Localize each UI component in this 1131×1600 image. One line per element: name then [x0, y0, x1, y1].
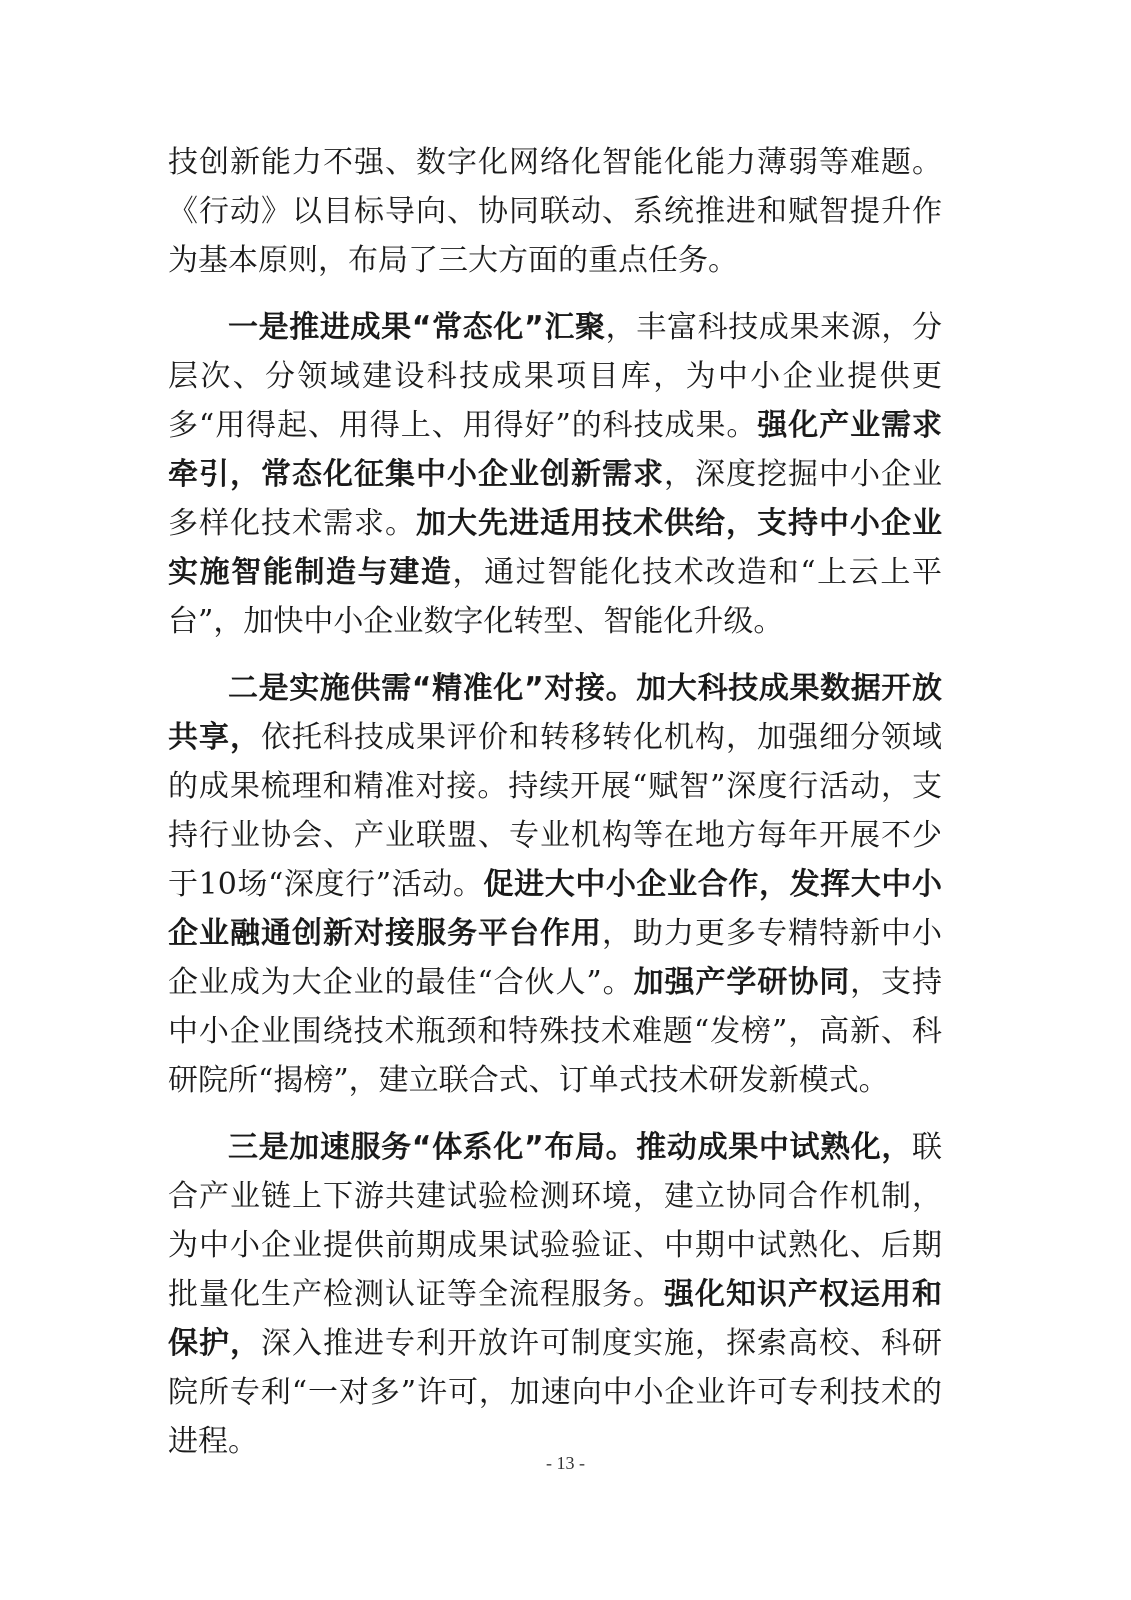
paragraph-text: 深入推进专利开放许可制度实施，探索高校、科研院所专利“一对多”许可，加速向中小企业许可专利技术的进程。	[168, 1326, 942, 1459]
emphasis-text: 三是加速服务“体系化”布局。推动成果中试熟化，	[228, 1130, 912, 1165]
emphasis-text: 二是实施供需“精准化”对接。加大科技成果数据开放共享，	[168, 671, 942, 755]
paragraph-text: 联合产业链上下游共建试验检测环境，建立协同合作机制，为中小企业提供前期成果试验验证、中期中试熟化、后期批量化生产检测认证等全流程服务。	[168, 1130, 942, 1312]
emphasis-text: 促进大中小企业合作，发挥大中小企业融通创新对接服务平台作用	[168, 867, 942, 951]
paragraph-text: ，丰富科技成果来源，分层次、分领域建设科技成果项目库，为中小企业提供更多“用得起、用得上、用得好”的科技成果。	[168, 310, 943, 443]
paragraph-text: ，助力更多专精特新中小企业成为大企业的最佳“合伙人”。	[168, 916, 942, 1000]
emphasis-text: 加强产学研协同	[633, 965, 851, 1000]
paragraph-task-one	[168, 303, 942, 646]
emphasis-text: 一是推进成果“常态化”汇聚	[228, 310, 606, 345]
paragraph-text: ，支持中小企业围绕技术瓶颈和特殊技术难题“发榜”，高新、科研院所“揭榜”，建立联合式、订单式技术研发新模式。	[168, 965, 942, 1098]
emphasis-text: 加大先进适用技术供给，支持中小企业实施智能制造与建造	[168, 506, 942, 590]
paragraph-task-two	[168, 664, 942, 1105]
emphasis-text: 强化产业需求牵引，常态化征集中小企业创新需求	[168, 408, 942, 492]
paragraph-text: ，通过智能化技术改造和“上云上平台”，加快中小企业数字化转型、智能化升级。	[168, 555, 942, 639]
paragraph-task-three	[168, 1123, 942, 1466]
paragraph-text: ，深度挖掘中小企业多样化技术需求。	[168, 457, 942, 541]
emphasis-text: 强化知识产权运用和保护，	[168, 1277, 942, 1361]
paragraph-intro	[168, 138, 942, 285]
document-body	[168, 138, 942, 1484]
paragraph-text: 依托科技成果评价和转移转化机构，加强细分领域的成果梳理和精准对接。持续开展“赋智”深度行活动，支持行业协会、产业联盟、专业机构等在地方每年开展不少于10场“深度行”活动。	[168, 720, 942, 902]
page-number: - 13 -	[546, 1453, 585, 1473]
paragraph-text: 技创新能力不强、数字化网络化智能化能力薄弱等难题。《行动》以目标导向、协同联动、系统推进和赋智提升作为基本原则，布局了三大方面的重点任务。	[168, 145, 942, 278]
